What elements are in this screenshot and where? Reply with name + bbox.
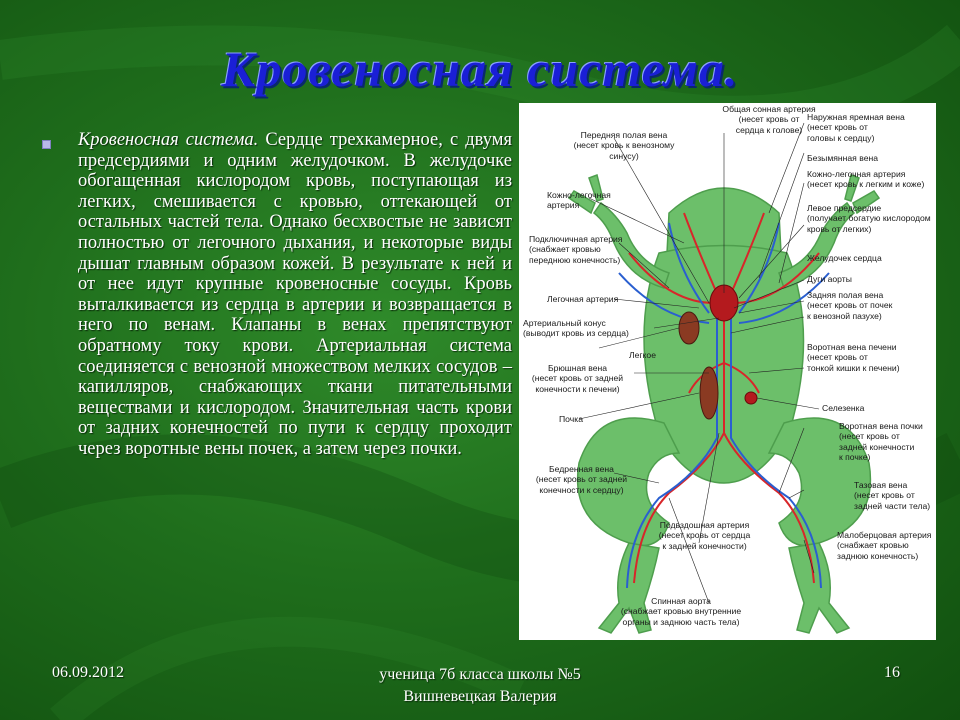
label-peroneal-artery: Малоберцовая артерия (снабжает кровью заднюю конечность) <box>837 530 932 561</box>
slide-title: Кровеносная система. <box>221 41 739 97</box>
label-ventricle: Желудочек сердца <box>807 253 882 263</box>
kidney <box>700 367 718 419</box>
label-anterior-vena-cava: Передняя полая вена (несет кровь к венозному синусу) <box>573 130 675 161</box>
label-pelvic-vein: Тазовая вена (несет кровь от задней части тела) <box>854 480 931 511</box>
footer-author-line2: Вишневецкая Валерия <box>403 688 557 705</box>
footer-author <box>300 664 660 708</box>
label-femoral-vein: Бедренная вена (несет кровь от задней конечности к сердцу) <box>535 464 628 495</box>
label-spleen: Селезенка <box>822 403 865 413</box>
label-iliac-artery: Подвздошная артерия (несет кровь от сердца к задней конечности) <box>658 520 751 551</box>
label-lung: Легкое <box>629 350 656 360</box>
label-subclavian-artery: Подключичная артерия (снабжает кровью переднюю конечность) <box>529 234 623 265</box>
body-main-text: Сердце трехкамерное, с двумя предсердиями и одним желудочком. В желудочке обогащенная кислородом кровь, поступающая из легких, смешивается с кровью, оттекающей от остальных частей тела. Однако бесхвостые не зависят полностью от легочного дыхания, и некоторые виды дышат главным образом кожей. В результате к ней и от нее идут крупные кровеносные сосуды. Кровь выталкивается из сердца в артерии и возвращается в него по венам. Клапаны в венах препятствуют обратному току крови. Артериальная система соединяется с венозной множеством мелких сосудов – капилляров, снабжающих ткани питательными веществами и кислородом. Значительная часть крови от задних конечностей по пути к сердцу проходит через воротные вены почек, а затем через почки. <box>78 130 512 459</box>
label-hepatic-portal-vein: Воротная вена печени (несет кровь от тонкой кишки к печени) <box>807 342 900 373</box>
label-innominate-vein: Безымянная вена <box>807 153 878 163</box>
label-kidney: Почка <box>559 414 583 424</box>
label-aortic-arches: Дуги аорты <box>807 274 852 284</box>
footer-author-line1: ученица 7б класса школы №5 <box>379 666 581 683</box>
label-conus-arteriosus: Артериальный конус (выводит кровь из сердца) <box>523 318 629 339</box>
body-lead: Кровеносная система. <box>78 130 259 150</box>
label-pulmocutaneous-artery-left: Кожно-легочная артерия <box>547 190 611 211</box>
lung <box>679 312 699 344</box>
spleen <box>745 392 757 404</box>
label-common-carotid: Общая сонная артерия (несет кровь от сердца к голове) <box>722 104 816 135</box>
frog-circulatory-diagram <box>519 103 936 640</box>
label-pulmonary-artery: Легочная артерия <box>547 294 619 304</box>
label-posterior-vena-cava: Задняя полая вена (несет кровь от почек к венозной пазухе) <box>807 290 893 321</box>
bullet-paragraph <box>40 130 512 460</box>
label-left-atrium: Левое предсердие (получает богатую кислородом кровь от легких) <box>807 203 931 234</box>
label-pulmocutaneous-artery-right: Кожно-легочная артерия (несет кровь к легким и коже) <box>807 169 925 190</box>
label-dorsal-aorta: Спинная аорта (снабжает кровью внутренние органы и заднюю часть тела) <box>620 596 742 627</box>
label-renal-portal-vein: Воротная вена почки (несет кровь от задней конечности к почке) <box>839 421 923 463</box>
footer-page-number: 16 <box>884 664 900 681</box>
footer-date: 06.09.2012 <box>52 664 124 681</box>
label-external-jugular-vein: Наружная яремная вена (несет кровь от головы к сердцу) <box>807 112 905 143</box>
bullet-square-icon <box>42 140 51 149</box>
body-text <box>78 130 512 460</box>
label-abdominal-vein: Брюшная вена (несет кровь от задней конечности к печени) <box>531 363 624 394</box>
